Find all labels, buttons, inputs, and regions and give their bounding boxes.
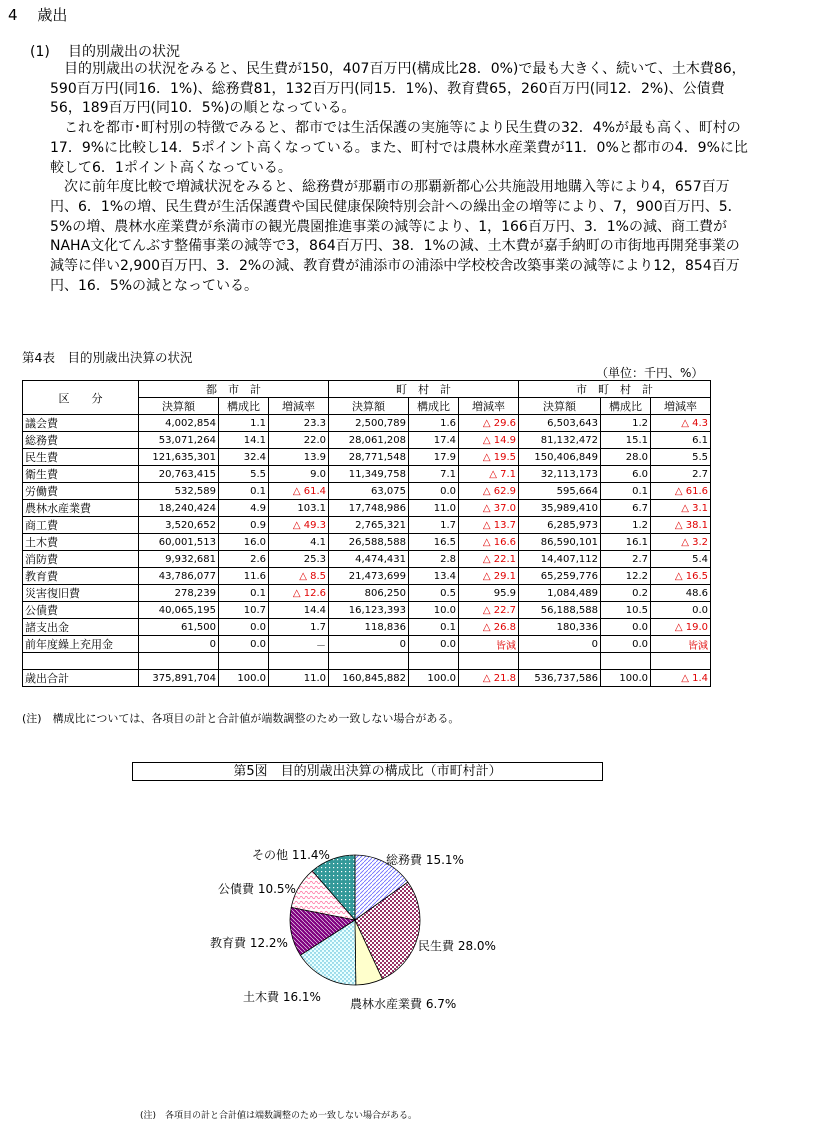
table-cell: 86,590,101 [519,534,601,551]
table-cell: 10.0 [409,602,459,619]
paragraph: 次に前年度比較で増減状況をみると、総務費が那覇市の那覇新都心公共施設用地購入等により4，657百万円、6．1%の増、民生費が生活保護費や国民健康保険特別会計への繰出金の増等により、7，900百万円、5．5%の増、農林水産業費が糸満市の観光農園推進事業の減等により、1，166百万円、3．1%の減、商工費がNAHA文化てんぶす整備事業の減等で3，864百万円、38．1%の減、土木費が嘉手納町の市街地再開発事業の減等に伴い2,900百万円、3．2%の減、教育費が浦添市の浦添中学校校舎改築事業の減等により12，854百万円、16．5%の減となっている。 [50,179,742,294]
table-row [23,585,711,602]
table-cell [329,653,409,670]
table-cell [519,653,601,670]
table-row [23,602,711,619]
table-cell: 53,071,264 [139,432,219,449]
table-cell: △ 4.3 [651,415,711,432]
table-cell: 180,336 [519,619,601,636]
table-cell: △ 38.1 [651,517,711,534]
table-cell [601,653,651,670]
table-cell: 14.4 [269,602,329,619]
row-label: 教育費 [23,568,139,585]
subheader: 増減率 [459,398,519,415]
subheader: 構成比 [219,398,269,415]
row-label: 災害復旧費 [23,585,139,602]
pie-label-minsei: 民生費 28.0% [418,939,496,953]
row-label: 議会費 [23,415,139,432]
table-cell: △ 22.7 [459,602,519,619]
table-cell: △ 61.4 [269,483,329,500]
table-cell: 6,503,643 [519,415,601,432]
table-cell: 48.6 [651,585,711,602]
table-cell: 118,836 [329,619,409,636]
table-cell: 0.0 [651,602,711,619]
table-cell: △ 3.1 [651,500,711,517]
table-cell: 15.1 [601,432,651,449]
table-cell: 0.0 [219,619,269,636]
table-row [23,619,711,636]
table-cell: 1.2 [601,517,651,534]
table-cell: 5.5 [651,449,711,466]
table-row [23,670,711,687]
pie-label-nourin: 農林水産業費 6.7% [350,997,457,1011]
table-cell: 32,113,173 [519,466,601,483]
table-cell: 536,737,586 [519,670,601,687]
table-spacer-row [23,653,711,670]
table-cell: 22.0 [269,432,329,449]
table-cell: 16.0 [219,534,269,551]
table-cell: △ 29.6 [459,415,519,432]
table-cell: － [269,636,329,653]
row-label: 公債費 [23,602,139,619]
table-cell: 375,891,704 [139,670,219,687]
pie-label-kousai: 公債費 10.5% [218,882,296,896]
table-cell: 0 [139,636,219,653]
table-cell: △ 8.5 [269,568,329,585]
table-cell: 32.4 [219,449,269,466]
row-label: 農林水産業費 [23,500,139,517]
table-cell: 65,259,776 [519,568,601,585]
table-cell: 1.7 [409,517,459,534]
table-cell [23,653,139,670]
table-cell: 63,075 [329,483,409,500]
table-cell: 11.0 [409,500,459,517]
table-cell: 20,763,415 [139,466,219,483]
table-cell: 0.0 [219,636,269,653]
table-cell: 4,002,854 [139,415,219,432]
subheader: 決算額 [139,398,219,415]
table-cell [219,653,269,670]
table-cell: 0.0 [409,483,459,500]
header-group-total: 市 町 村 計 [519,381,711,398]
table-cell: △ 16.5 [651,568,711,585]
table-cell: 150,406,849 [519,449,601,466]
expenditure-table [22,380,711,687]
subheader: 決算額 [329,398,409,415]
header-group-city: 都 市 計 [139,381,329,398]
table-row [23,534,711,551]
table-cell: 4,474,431 [329,551,409,568]
table-cell: 14.1 [219,432,269,449]
table-cell: 23.3 [269,415,329,432]
table-cell: 2,765,321 [329,517,409,534]
pie-label-kyouiku: 教育費 12.2% [210,936,288,950]
table-cell: 0.5 [409,585,459,602]
table-cell [139,653,219,670]
table-cell: 40,065,195 [139,602,219,619]
row-label: 土木費 [23,534,139,551]
subheader: 構成比 [409,398,459,415]
table-caption: 第4表 目的別歳出決算の状況 [22,350,193,365]
table-cell: 21,473,699 [329,568,409,585]
table-cell: △ 12.6 [269,585,329,602]
table-cell: 17.9 [409,449,459,466]
table-cell: 1.2 [601,415,651,432]
table-cell: 10.7 [219,602,269,619]
table-cell: 13.9 [269,449,329,466]
row-label: 歳出合計 [23,670,139,687]
table-cell: 皆減 [459,636,519,653]
table-cell: 0.9 [219,517,269,534]
table-cell: 43,786,077 [139,568,219,585]
table-cell: 0 [329,636,409,653]
table-unit: （単位：千円、%） [596,366,704,380]
pie-label-doboku: 土木費 16.1% [243,990,321,1004]
table-cell: △ 62.9 [459,483,519,500]
table-cell: 278,239 [139,585,219,602]
table-cell: 16.1 [601,534,651,551]
table-cell: 2.8 [409,551,459,568]
table-cell: △ 14.9 [459,432,519,449]
table-cell: 2.7 [601,551,651,568]
table-cell: 13.4 [409,568,459,585]
section-number: 4 [8,6,18,24]
row-label: 衛生費 [23,466,139,483]
table-cell: △ 3.2 [651,534,711,551]
table-note: (注) 構成比については、各項目の計と合計値が端数調整のため一致しない場合がある。 [22,712,460,725]
table-cell: 4.9 [219,500,269,517]
row-label: 商工費 [23,517,139,534]
table-cell [269,653,329,670]
table-row [23,449,711,466]
table-cell: 5.5 [219,466,269,483]
table-cell: 1.7 [269,619,329,636]
table-cell: 3,520,652 [139,517,219,534]
table-cell: 17.4 [409,432,459,449]
table-cell: △ 13.7 [459,517,519,534]
table-cell: 61,500 [139,619,219,636]
pie-label-sonota: その他 11.4% [252,848,330,862]
table-cell: 14,407,112 [519,551,601,568]
table-cell: 0.1 [409,619,459,636]
table-cell: 2.7 [651,466,711,483]
table-cell: 11.0 [269,670,329,687]
row-label: 総務費 [23,432,139,449]
table-cell: △ 61.6 [651,483,711,500]
table-row [23,483,711,500]
table-cell: 17,748,986 [329,500,409,517]
table-cell: 6,285,973 [519,517,601,534]
table-cell: 0.2 [601,585,651,602]
table-cell: 0.1 [219,483,269,500]
body-text [50,60,750,296]
subsection-title [30,41,180,61]
table-cell: 0.1 [601,483,651,500]
table-cell: △ 21.8 [459,670,519,687]
table-cell: 11.6 [219,568,269,585]
figure-note: (注) 各項目の計と合計値は端数調整のため一致しない場合がある。 [140,1111,418,1121]
section-title-text: 歳出 [37,6,68,24]
table-row [23,415,711,432]
table-cell: 12.2 [601,568,651,585]
header-category: 区 分 [23,381,139,415]
table-cell: 1.6 [409,415,459,432]
table-cell: △ 1.4 [651,670,711,687]
table-cell: △ 19.0 [651,619,711,636]
table-cell: 10.5 [601,602,651,619]
table-row [23,466,711,483]
table-cell: 0.1 [219,585,269,602]
table-cell: △ 16.6 [459,534,519,551]
table-cell: 1,084,489 [519,585,601,602]
table-cell: 28,061,208 [329,432,409,449]
table-row [23,636,711,653]
table-cell: 皆減 [651,636,711,653]
paragraph: これを都市･町村別の特徴でみると、都市では生活保護の実施等により民生費の32．4%が最も高く、町村の17．9%に比較し14．5ポイント高くなっている。また、町村では農林水産業費が11．0%と都市の4．9%に比較して6．1ポイント高くなっている。 [50,120,748,176]
table-cell: 0.0 [601,636,651,653]
subheader: 構成比 [601,398,651,415]
table-cell: 2.6 [219,551,269,568]
table-cell: △ 7.1 [459,466,519,483]
table-cell: 6.1 [651,432,711,449]
table-cell: △ 26.8 [459,619,519,636]
table-cell: 95.9 [459,585,519,602]
table-cell: 0 [519,636,601,653]
table-cell: 532,589 [139,483,219,500]
table-cell: 56,188,588 [519,602,601,619]
table-cell: △ 49.3 [269,517,329,534]
table-cell: 28,771,548 [329,449,409,466]
table-cell: 81,132,472 [519,432,601,449]
table-cell: 100.0 [601,670,651,687]
table-cell: △ 37.0 [459,500,519,517]
table-cell: 7.1 [409,466,459,483]
paragraph: 目的別歳出の状況をみると、民生費が150，407百万円(構成比28．0%)で最も大きく、続いて、土木費86，590百万円(同16．1%)、総務費81，132百万円(同15．1%)、教育費65，260百万円(同12．2%)、公債費56，189百万円(同10．5%)の順となっている。 [50,61,746,117]
table-cell [651,653,711,670]
subsection-title-text: 目的別歳出の状況 [68,44,180,60]
table-cell: 5.4 [651,551,711,568]
row-label: 民生費 [23,449,139,466]
table-cell: 18,240,424 [139,500,219,517]
table-cell [409,653,459,670]
header-group-town: 町 村 計 [329,381,519,398]
row-label: 諸支出金 [23,619,139,636]
table-cell: 16.5 [409,534,459,551]
row-label: 前年度繰上充用金 [23,636,139,653]
table-cell: △ 19.5 [459,449,519,466]
table-cell: 0.0 [601,619,651,636]
table-cell: 806,250 [329,585,409,602]
table-cell: 100.0 [409,670,459,687]
table-cell: 100.0 [219,670,269,687]
table-cell: 1.1 [219,415,269,432]
table-cell: 9.0 [269,466,329,483]
subheader: 増減率 [269,398,329,415]
table-cell: 6.7 [601,500,651,517]
table-row [23,432,711,449]
table-row [23,568,711,585]
table-cell: 2,500,789 [329,415,409,432]
table-cell: 595,664 [519,483,601,500]
table-row [23,500,711,517]
table-cell: 26,588,588 [329,534,409,551]
figure-title: 第5図 目的別歳出決算の構成比（市町村計） [132,762,603,781]
subsection-number: (1) [30,44,50,60]
row-label: 労働費 [23,483,139,500]
table-cell: 25.3 [269,551,329,568]
section-title [8,4,67,25]
table-cell: 160,845,882 [329,670,409,687]
table-cell: 35,989,410 [519,500,601,517]
table-cell: 6.0 [601,466,651,483]
table-cell: 103.1 [269,500,329,517]
table-cell: 60,001,513 [139,534,219,551]
subheader: 増減率 [651,398,711,415]
table-cell [459,653,519,670]
table-cell: 11,349,758 [329,466,409,483]
table-row [23,517,711,534]
table-cell: △ 22.1 [459,551,519,568]
row-label: 消防費 [23,551,139,568]
pie-label-soumu: 総務費 15.1% [386,853,464,867]
table-cell: 9,932,681 [139,551,219,568]
table-cell: 4.1 [269,534,329,551]
table-row [23,551,711,568]
table-cell: 121,635,301 [139,449,219,466]
table-cell: 0.0 [409,636,459,653]
table-cell: 28.0 [601,449,651,466]
table-cell: △ 29.1 [459,568,519,585]
table-cell: 16,123,393 [329,602,409,619]
subheader: 決算額 [519,398,601,415]
